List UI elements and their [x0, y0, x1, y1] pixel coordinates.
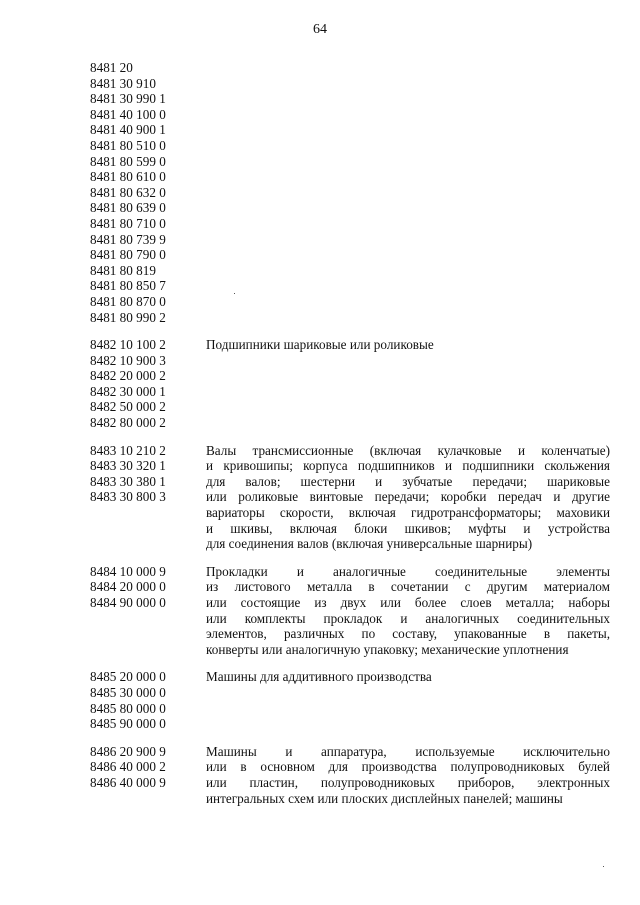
description-line: для соединения валов (включая универсальные шарниры) [206, 536, 533, 552]
tariff-code: 8482 50 000 2 [90, 399, 166, 415]
tariff-code: 8481 30 990 1 [90, 91, 166, 107]
description-line: или пластин, полупроводниковых приборов, электронных [206, 774, 610, 790]
code-entry [90, 337, 610, 431]
tariff-code: 8481 80 639 0 [90, 200, 166, 216]
tariff-code: 8486 20 900 9 [90, 743, 166, 759]
code-column [90, 564, 206, 611]
entry-gap [90, 657, 610, 669]
description-line: Валы трансмиссионные (включая кулачковые и коленчатые) [206, 442, 610, 458]
description-line: интегральных схем или плоских дисплейных панелей; машины [206, 790, 563, 806]
tariff-code-list [90, 60, 610, 806]
description-line: или в основном для производства полупроводниковых булей [206, 759, 610, 775]
entry-gap [90, 431, 610, 443]
tariff-code: 8485 80 000 0 [90, 700, 166, 716]
description-line: и кривошипы; корпуса подшипников и подшипники скольжения [206, 458, 610, 474]
tariff-code: 8481 40 900 1 [90, 122, 166, 138]
tariff-code: 8482 10 100 2 [90, 337, 166, 353]
tariff-code: 8481 80 510 0 [90, 137, 166, 153]
tariff-code: 8485 90 000 0 [90, 716, 166, 732]
goods-description [206, 744, 610, 806]
tariff-code: 8485 30 000 0 [90, 684, 166, 700]
description-line: Подшипники шариковые или роликовые [206, 337, 434, 353]
code-column [90, 669, 206, 731]
tariff-code: 8482 20 000 2 [90, 368, 166, 384]
tariff-code: 8482 30 000 1 [90, 383, 166, 399]
tariff-code: 8481 80 870 0 [90, 293, 166, 309]
page-number: 64 [313, 22, 327, 37]
code-column [90, 60, 206, 325]
goods-description [206, 337, 610, 353]
code-entry [90, 443, 610, 552]
tariff-code: 8486 40 000 9 [90, 774, 166, 790]
tariff-code: 8481 80 790 0 [90, 247, 166, 263]
description-line: Прокладки и аналогичные соединительные элементы [206, 563, 610, 579]
code-entry [90, 669, 610, 731]
tariff-code: 8485 20 000 0 [90, 669, 166, 685]
tariff-code: 8481 80 599 0 [90, 153, 166, 169]
description-line: Машины для аддитивного производства [206, 669, 432, 685]
description-line: вариаторы скорости, включая гидротрансформаторы; маховики [206, 505, 610, 521]
goods-description [206, 669, 610, 685]
scan-speck [603, 866, 604, 867]
scan-speck [234, 293, 235, 294]
description-line: или роликовые винтовые передачи; коробки передач и другие [206, 489, 610, 505]
code-entry [90, 564, 610, 658]
tariff-code: 8481 80 739 9 [90, 231, 166, 247]
tariff-code: 8482 10 900 3 [90, 352, 166, 368]
tariff-code: 8481 20 [90, 60, 133, 75]
entry-gap [90, 732, 610, 744]
code-column [90, 443, 206, 505]
description-line: для валов; шестерни и зубчатые передачи; шариковые [206, 473, 610, 489]
goods-description [206, 443, 610, 552]
tariff-code: 8481 80 632 0 [90, 184, 166, 200]
tariff-code: 8481 80 990 2 [90, 309, 166, 325]
description-line: или состоящие из двух или более слоев металла; наборы [206, 595, 610, 610]
goods-description [206, 564, 610, 658]
tariff-code: 8484 10 000 9 [90, 563, 166, 579]
code-column [90, 337, 206, 431]
description-line: Машины и аппаратура, используемые исключительно [206, 743, 610, 759]
tariff-code: 8481 40 100 0 [90, 106, 166, 122]
code-entry [90, 744, 610, 806]
tariff-code: 8481 80 819 [90, 262, 156, 278]
description-line: конверты или аналогичную упаковку; механические уплотнения [206, 641, 569, 657]
tariff-code: 8481 80 710 0 [90, 215, 166, 231]
entry-gap [90, 552, 610, 564]
description-line: элементов, различных по составу, упакованные в пакеты, [206, 626, 610, 642]
tariff-code: 8481 30 910 [90, 75, 156, 91]
tariff-code: 8483 10 210 2 [90, 442, 166, 458]
code-column [90, 744, 206, 791]
description-line: из листового металла в сочетании с другим материалом [206, 579, 610, 595]
tariff-code: 8486 40 000 2 [90, 759, 166, 775]
entry-gap [90, 325, 610, 337]
tariff-code: 8483 30 320 1 [90, 458, 166, 474]
description-line: и шкивы, включая блоки шкивов; муфты и устройства [206, 520, 610, 536]
tariff-code: 8481 80 850 7 [90, 278, 166, 294]
tariff-code: 8483 30 800 3 [90, 489, 166, 505]
code-entry [90, 60, 610, 325]
tariff-code: 8483 30 380 1 [90, 473, 166, 489]
tariff-code: 8482 80 000 2 [90, 415, 166, 431]
tariff-code: 8484 90 000 0 [90, 595, 166, 610]
tariff-code: 8484 20 000 0 [90, 579, 166, 595]
description-line: или комплекты прокладок и аналогичных соединительных [206, 610, 610, 626]
tariff-code: 8481 80 610 0 [90, 169, 166, 185]
